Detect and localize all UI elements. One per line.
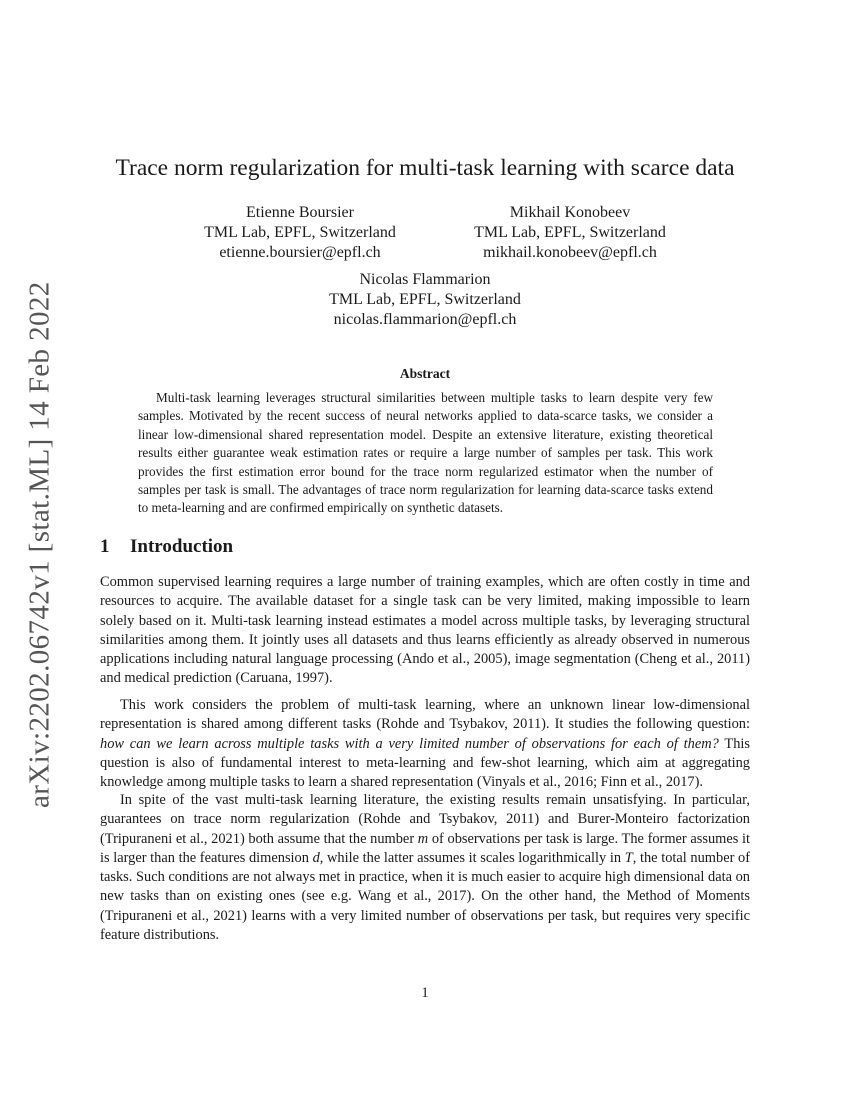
- abstract-text: Multi-task learning leverages structural similarities between multiple tasks to learn despite very few samples. Motivated by the recent success of neural networks applied to data-scarce tasks, we consider a linear low-dimensional shared representation model. Despite an extensive literature, existing theoretical results either guarantee weak estimation rates or require a large number of samples per task. This work provides the first estimation error bound for the trace norm regularized estimator when the number of samples per task is small. The advantages of trace norm regularization for learning data-scarce tasks extend to meta-learning and are confirmed empirically on synthetic datasets.: [138, 390, 713, 516]
- paragraph-text: , the total number of tasks. Such conditions are not always met in practice, when it is much easier to acquire high dimensional data on new tasks than on existing ones (see e.g. Wang et al., 2017). On the other hand, the Method of Moments (Tripuraneni et al., 2021) learns with a very limited number of observations per task, but requires very specific feature distributions.: [100, 849, 750, 944]
- author-block-2: [445, 203, 695, 263]
- author-email[interactable]: nicolas.flammarion@epfl.ch: [333, 311, 517, 328]
- author-affiliation: TML Lab, EPFL, Switzerland: [204, 224, 396, 241]
- paper-title: Trace norm regularization for multi-task learning with scarce data: [115, 155, 735, 181]
- arxiv-identifier: arXiv:2202.06742v1 [stat.ML] 14 Feb 2022: [23, 281, 56, 809]
- author-block-3: [300, 270, 550, 330]
- paragraph-text: In spite of the vast multi-task learning literature, the existing results remain unsatisfying. In particular, guarantees on trace norm regularization (Rohde and Tsybakov, 2011) and Burer-Monteiro factorization (Tripuraneni et al., 2021) both assume that the number: [100, 792, 750, 847]
- math-symbol: T: [624, 849, 633, 866]
- author-affiliation: TML Lab, EPFL, Switzerland: [329, 291, 521, 308]
- section-heading: [100, 536, 233, 558]
- math-symbol: d: [312, 849, 320, 866]
- section-title: Introduction: [130, 536, 234, 557]
- author-affiliation: TML Lab, EPFL, Switzerland: [474, 224, 666, 241]
- paragraph-text: This work considers the problem of multi-task learning, where an unknown linear low-dimensional representation is shared among different tasks (Rohde and Tsybakov, 2011). It studies the following question:: [100, 697, 750, 733]
- page-number: 1: [421, 985, 429, 1001]
- paragraph-text: of observations per task is large. The former assumes it is larger than the features dimension: [100, 830, 751, 866]
- paragraph-3: [100, 791, 750, 945]
- paragraph-text: This question is also of fundamental interest to meta-learning and few-shot learning, which aim at aggregating knowledge among multiple tasks to learn a shared representation (Vinyals et al., 2016; Finn et al., 2017).: [100, 735, 750, 791]
- math-symbol: m: [417, 830, 429, 847]
- research-question: how can we learn across multiple tasks with a very limited number of observations for each of them?: [100, 735, 719, 752]
- author-block-1: [180, 203, 420, 263]
- author-name: Nicolas Flammarion: [359, 271, 491, 288]
- abstract-heading: Abstract: [399, 366, 451, 381]
- paragraph-2: [100, 696, 750, 792]
- author-email[interactable]: mikhail.konobeev@epfl.ch: [483, 244, 657, 261]
- paragraph-1: Common supervised learning requires a large number of training examples, which are often costly in time and resources to acquire. The available dataset for a single task can be very limited, making impossible to learn solely based on it. Multi-task learning instead estimates a model across multiple tasks, by leveraging structural similarities among them. It jointly uses all datasets and thus learns efficiently as already observed in numerous applications including natural language processing (Ando et al., 2005), image segmentation (Cheng et al., 2011) and medical prediction (Caruana, 1997).: [100, 574, 750, 687]
- author-name: Etienne Boursier: [246, 204, 354, 221]
- author-email[interactable]: etienne.boursier@epfl.ch: [219, 244, 381, 261]
- paragraph-text: , while the latter assumes it scales logarithmically in: [319, 849, 625, 866]
- section-number: 1: [100, 536, 110, 557]
- author-name: Mikhail Konobeev: [509, 204, 631, 221]
